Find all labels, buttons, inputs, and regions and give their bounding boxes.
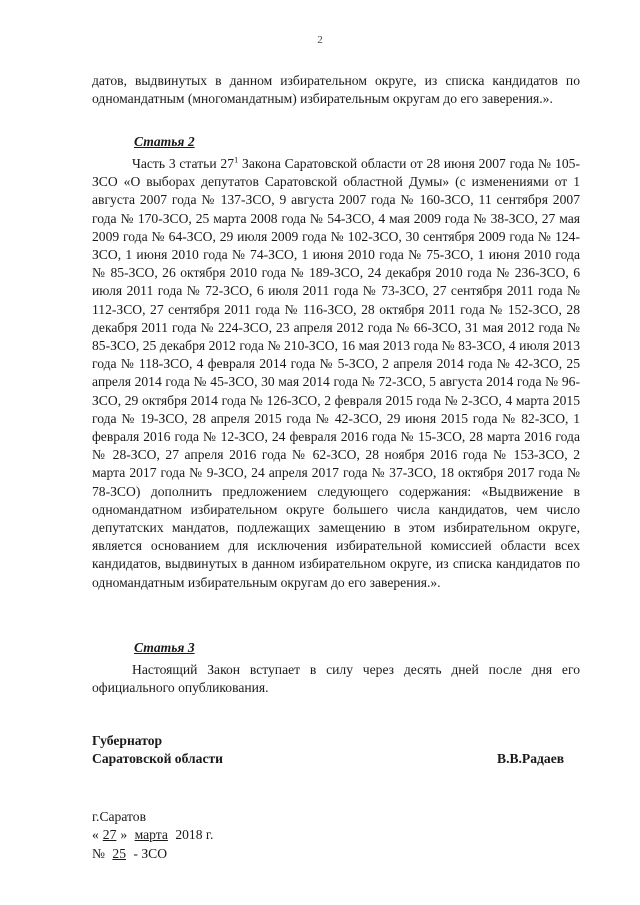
signature-block [92,732,223,769]
date-day: 27 [102,827,117,843]
article-2-heading: Статья 2 [134,134,195,149]
law-suffix: - ЗСО [133,845,168,861]
article-2-text [92,155,580,592]
date-month: марта [134,827,168,843]
article-superscript: 1 [234,154,239,165]
city-line: г.Саратов [92,809,146,824]
article-2-text-rest: Закона Саратовской области от 28 июня 2007 года № 105-ЗСО «О выборах депутатов Саратовской областной Думы» (с изменениями от 1 августа 2007 года № 137-ЗСО, 9 августа 2007 года № 160-ЗСО, 11 сентября 2007 года № 170-ЗСО, 25 марта 2008 года № 54-ЗСО, 4 мая 2009 года № 38-ЗСО, 27 мая 2009 года № 64-ЗСО, 29 июля 2009 года № 102-ЗСО, 30 сентября 2009 года № 124-ЗСО, 1 июня 2010 года № 74-ЗСО, 1 июня 2010 года № 75-ЗСО, 1 июня 2010 года № 85-ЗСО, 26 октября 2010 года № 189-ЗСО, 24 декабря 2010 года № 236-ЗСО, 6 июля 2011 года № 72-ЗСО, 6 июля 2011 года № 73-ЗСО, 27 сентября 2011 года № 112-ЗСО, 27 сентября 2011 года № 116-ЗСО, 28 октября 2011 года № 152-ЗСО, 28 декабря 2011 года № 224-ЗСО, 23 апреля 2012 года № 66-ЗСО, 31 мая 2012 года № 85-ЗСО, 25 декабря 2012 года № 210-ЗСО, 16 мая 2013 года № 83-ЗСО, 4 июля 2013 года № 118-ЗСО, 4 февраля 2014 года № 5-ЗСО, 2 апреля 2014 года № 42-ЗСО, 25 апреля 2014 года № 45-ЗСО, 30 мая 2014 года № 72-ЗСО, 5 августа 2014 года № 96-ЗСО, 29 октября 2014 года № 126-ЗСО, 2 февраля 2015 года № 2-ЗСО, 4 марта 2015 года № 19-ЗСО, 28 апреля 2015 года № 42-ЗСО, 29 июня 2015 года № 82-ЗСО, 1 февраля 2016 года № 12-ЗСО, 24 февраля 2016 года № 15-ЗСО, 28 марта 2016 года № 28-ЗСО, 27 апреля 2016 года № 62-ЗСО, 28 ноября 2016 года № 153-ЗСО, 2 марта 2017 года № 9-ЗСО, 24 апреля 2017 года № 37-ЗСО, 18 октября 2017 года № 78-ЗСО) дополнить предложением следующего содержания: «Выдвижение в одномандатном избирательном округе большего числа кандидатов, чем число депутатских мандатов, подлежащих замещению в этом избирательном округе, является основанием для исключения избирательной комиссией области всех кандидатов, выдвинутых в данном избирательном округе, из списка кандидатов по одномандатным избирательным округам до его заверения.». [92,156,580,590]
article-3-heading: Статья 3 [134,640,195,655]
signature-title-line1: Губернатор [92,733,163,748]
page-number: 2 [317,34,323,46]
article-3-text: Настоящий Закон вступает в силу через десять дней после дня его официального опубликования. [92,662,580,696]
article-2-text-start: Часть 3 статьи 27 [132,156,235,171]
date-year: 2018 г. [175,827,214,843]
date-open-quote: « [92,827,99,843]
governor-name: В.В.Радаев [497,751,565,766]
signature-title-line2: Саратовской области [92,751,224,767]
law-number-line [92,845,213,863]
number-sign: № [92,845,105,861]
date-close-quote: » [120,827,128,843]
law-number: 25 [112,845,126,861]
intro-paragraph: датов, выдвинутых в данном избирательном округе, из списка кандидатов по одномандатным (многомандатным) избирательным округам до его заверения.». [92,73,580,107]
date-line [92,826,213,844]
footer-block [92,808,213,863]
